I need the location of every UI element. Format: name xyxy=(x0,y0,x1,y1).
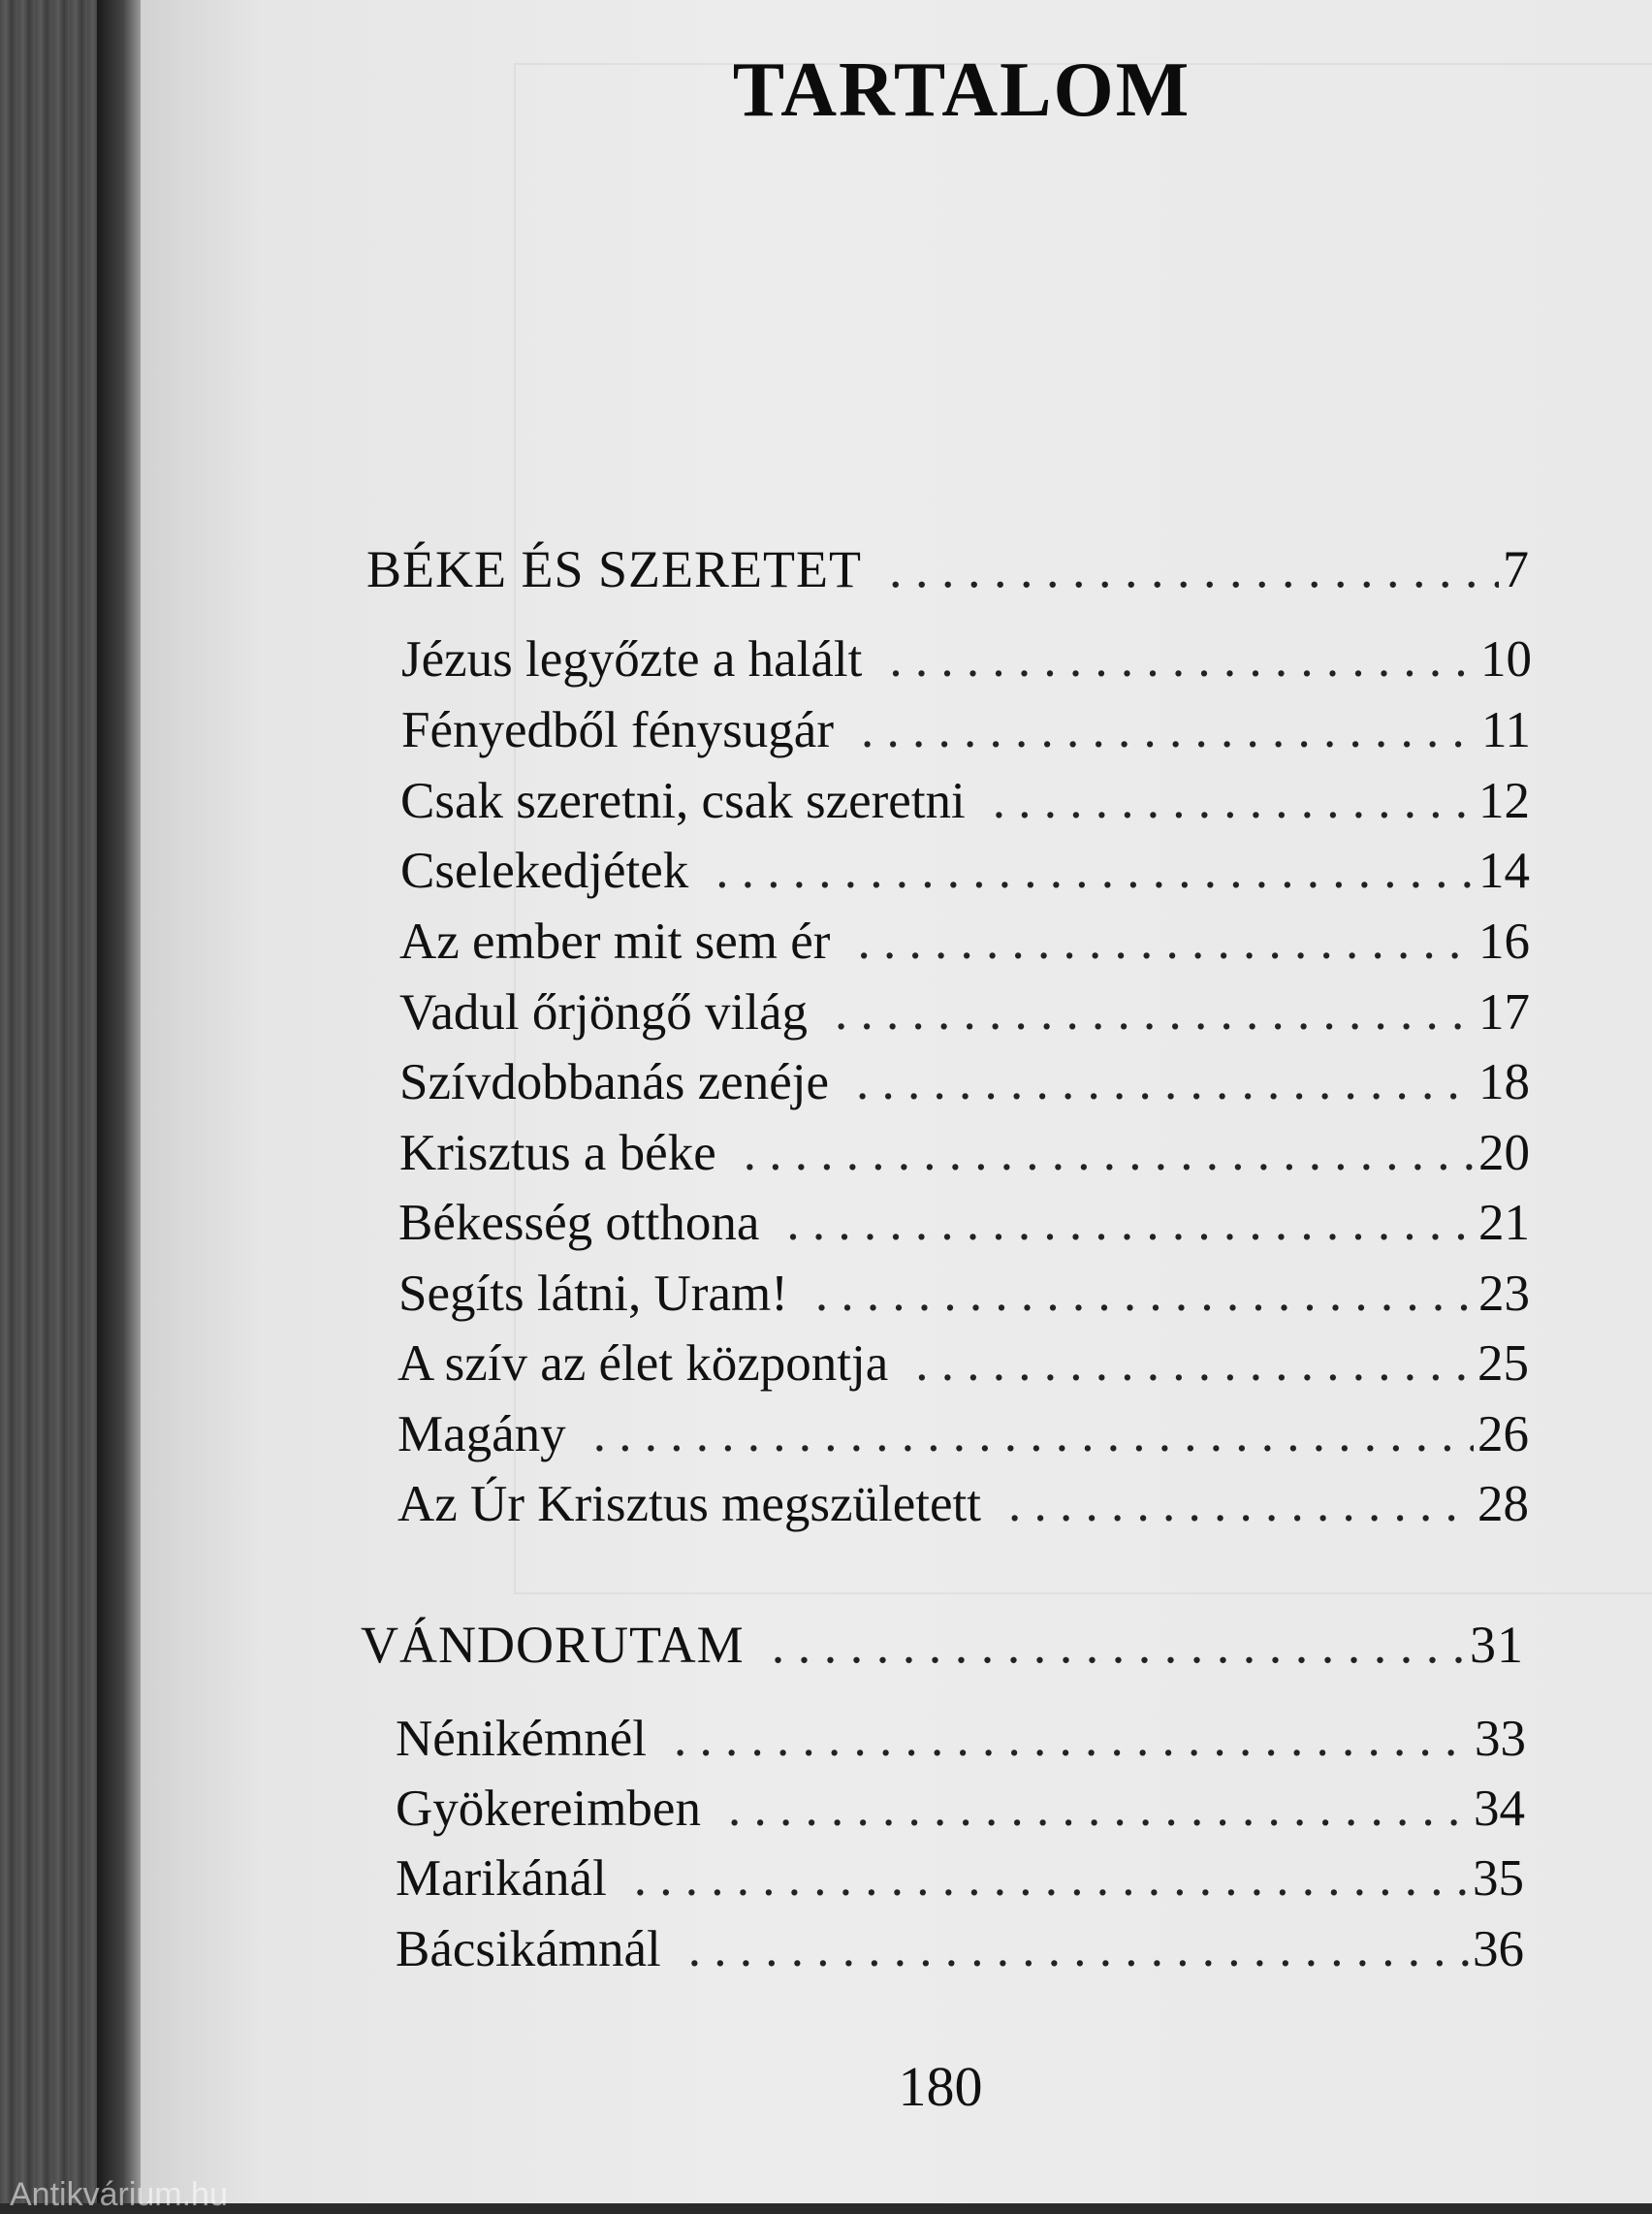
toc-entry-title: Vadul őrjöngő világ xyxy=(399,984,808,1041)
dot-leader xyxy=(634,1849,1469,1908)
toc-entry-title: Magány xyxy=(397,1406,566,1462)
toc-entry-page: 28 xyxy=(1477,1476,1529,1532)
dot-leader xyxy=(861,701,1477,759)
toc-entry-title: Gyökereimben xyxy=(396,1781,701,1837)
toc-entry-page: 14 xyxy=(1478,843,1530,899)
toc-entry-title: Nénikémnél xyxy=(396,1711,648,1767)
dot-leader xyxy=(674,1710,1471,1768)
toc-entry xyxy=(397,1334,1529,1393)
dot-leader xyxy=(1008,1475,1474,1533)
toc-entry-title: Jézus legyőzte a halált xyxy=(401,631,863,688)
toc-entry xyxy=(400,772,1530,830)
toc-entry xyxy=(399,1124,1530,1182)
dot-leader xyxy=(815,1265,1475,1323)
toc-entry xyxy=(397,1475,1529,1533)
dot-leader xyxy=(993,772,1475,830)
dot-leader xyxy=(835,983,1475,1042)
toc-entry-title: Marikánál xyxy=(396,1850,607,1907)
toc-entry-page: 21 xyxy=(1478,1195,1530,1251)
toc-section-title: BÉKE ÉS SZERETET xyxy=(366,540,862,598)
gutter-shadow xyxy=(97,0,141,2203)
toc-entry-page: 23 xyxy=(1478,1266,1530,1322)
dot-leader xyxy=(915,1334,1474,1393)
dot-leader xyxy=(715,842,1475,900)
toc-section-page: 7 xyxy=(1503,540,1530,598)
toc-entry-title: Békesség otthona xyxy=(398,1195,760,1251)
dot-leader xyxy=(728,1780,1470,1838)
toc-entry-page: 33 xyxy=(1475,1711,1526,1767)
toc-entry-page: 26 xyxy=(1477,1406,1529,1462)
watermark-text: Antikvárium.hu xyxy=(10,2176,228,2213)
toc-entry-title: Segíts látni, Uram! xyxy=(398,1266,788,1322)
toc-entry-title: Bácsikámnál xyxy=(396,1921,661,1977)
toc-entry xyxy=(396,1780,1525,1838)
toc-entry-page: 36 xyxy=(1473,1921,1524,1977)
toc-entry-title: Krisztus a béke xyxy=(399,1125,716,1181)
toc-entry xyxy=(398,1194,1530,1252)
toc-entry-title: Az ember mit sem ér xyxy=(399,914,831,970)
toc-entry-title: Fényedből fénysugár xyxy=(401,702,834,758)
dot-leader xyxy=(744,1124,1475,1182)
toc-entry-title: Cselekedjétek xyxy=(400,843,689,899)
toc-entry-page: 10 xyxy=(1480,631,1532,688)
toc-entry xyxy=(401,630,1532,689)
toc-section-page: 31 xyxy=(1470,1616,1524,1674)
toc-entry-title: A szív az élet központja xyxy=(397,1335,889,1392)
toc-entry-title: Szívdobbanás zenéje xyxy=(399,1054,829,1110)
toc-entry xyxy=(399,1053,1530,1111)
toc-entry xyxy=(398,1265,1530,1323)
toc-entry-page: 12 xyxy=(1478,773,1530,829)
dot-leader xyxy=(772,1615,1466,1675)
toc-entry-page: 17 xyxy=(1478,984,1530,1041)
toc-entry-title: Az Úr Krisztus megszületett xyxy=(397,1476,981,1532)
toc-entry xyxy=(397,1405,1529,1463)
toc-entry-page: 20 xyxy=(1478,1125,1530,1181)
toc-entry-page: 35 xyxy=(1473,1850,1524,1907)
toc-entry xyxy=(396,1710,1526,1768)
toc-entry xyxy=(400,842,1530,900)
toc-entry-title: Csak szeretni, csak szeretni xyxy=(400,773,966,829)
dot-leader xyxy=(889,630,1477,689)
toc-entry-page: 34 xyxy=(1474,1781,1525,1837)
toc-section-title: VÁNDORUTAM xyxy=(361,1616,745,1674)
dot-leader xyxy=(889,539,1499,599)
toc-entry-page: 11 xyxy=(1480,702,1531,758)
toc-entry xyxy=(399,983,1530,1042)
dot-leader xyxy=(688,1920,1469,1978)
dot-leader xyxy=(593,1405,1474,1463)
toc-section-heading xyxy=(366,539,1530,599)
toc-entry-page: 25 xyxy=(1477,1335,1529,1392)
dot-leader xyxy=(786,1194,1475,1252)
toc-entry xyxy=(401,701,1531,759)
dot-leader xyxy=(857,913,1475,971)
page-number: 180 xyxy=(898,2055,983,2118)
toc-section-heading xyxy=(361,1615,1524,1675)
toc-entry-page: 16 xyxy=(1478,914,1530,970)
toc-entry-page: 18 xyxy=(1478,1054,1530,1110)
toc-entry xyxy=(396,1849,1524,1908)
toc-entry xyxy=(396,1920,1524,1978)
dot-leader xyxy=(856,1053,1475,1111)
toc-entry xyxy=(399,913,1530,971)
page-title: TARTALOM xyxy=(732,48,1191,133)
